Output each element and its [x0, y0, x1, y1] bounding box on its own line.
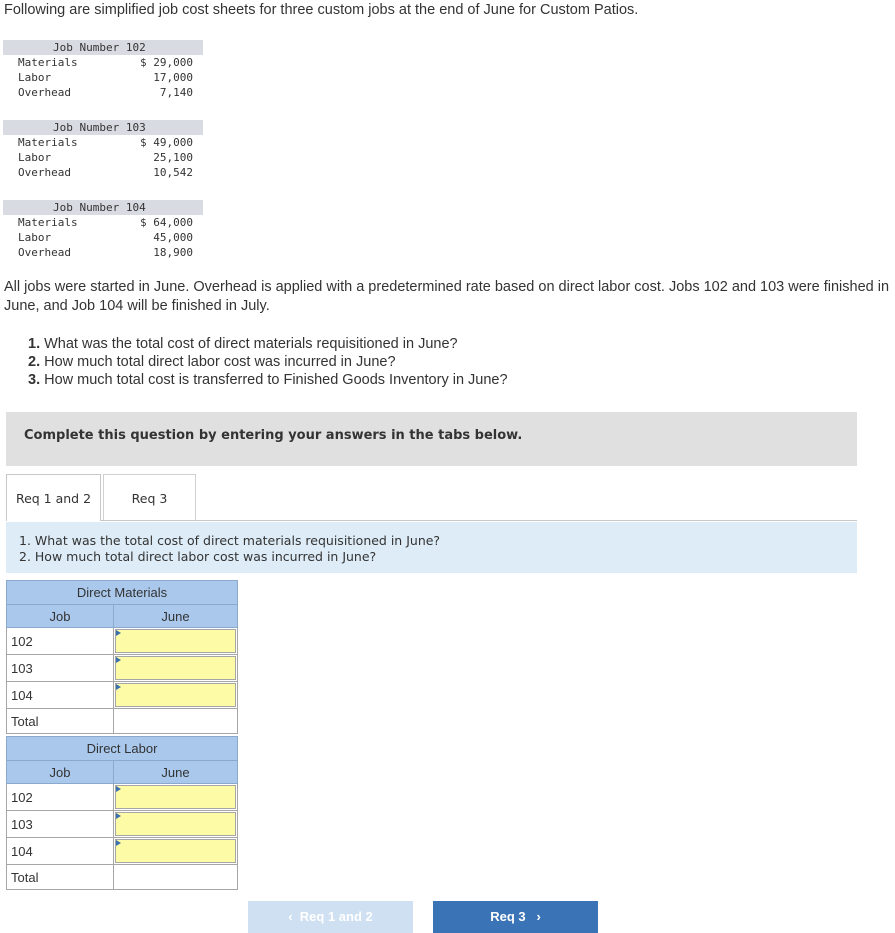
total-label: Total [7, 865, 114, 890]
labor-june-103-input[interactable] [115, 812, 236, 836]
cost-value: $ 49,000 [140, 136, 193, 149]
cost-label: Overhead [18, 86, 71, 99]
cost-label: Overhead [18, 166, 71, 179]
chevron-right-icon: › [536, 909, 541, 924]
question-item: 3. How much total cost is transferred to Finished Goods Inventory in June? [28, 372, 508, 388]
materials-june-104-input[interactable] [115, 683, 236, 707]
materials-june-102-cell [114, 628, 238, 655]
materials-june-103-cell [114, 655, 238, 682]
table-title: Direct Materials [7, 581, 238, 605]
instruction-text: Complete this question by entering your answers in the tabs below. [24, 428, 523, 443]
tab-divider [101, 520, 857, 521]
total-label: Total [7, 709, 114, 734]
direct-labor-table [6, 736, 238, 890]
question-item: 1. What was the total cost of direct materials requisitioned in June? [28, 336, 458, 352]
labor-june-103-cell [114, 811, 238, 838]
job-sheet-103 [3, 120, 203, 180]
table-title: Direct Labor [7, 737, 238, 761]
cost-value: $ 64,000 [140, 216, 193, 229]
materials-june-102-input[interactable] [115, 629, 236, 653]
materials-june-104-cell [114, 682, 238, 709]
labor-total-cell [114, 865, 238, 890]
cost-label: Labor [18, 71, 52, 84]
job-label: 104 [7, 682, 114, 709]
job-label: 103 [7, 655, 114, 682]
cost-value: $ 29,000 [140, 56, 193, 69]
direct-materials-table [6, 580, 238, 734]
tab-req-3[interactable]: Req 3 [103, 474, 196, 521]
labor-june-104-input[interactable] [115, 839, 236, 863]
job-sheet-title: Job Number 103 [3, 120, 203, 135]
column-header-job: Job [7, 761, 114, 784]
requirement-text: 1. What was the total cost of direct materials requisitioned in June? [19, 533, 441, 548]
job-label: 103 [7, 811, 114, 838]
cost-label: Materials [18, 56, 78, 69]
job-sheet-title: Job Number 104 [3, 200, 203, 215]
tab-req-1-and-2[interactable]: Req 1 and 2 [6, 474, 101, 521]
cost-label: Materials [18, 216, 78, 229]
column-header-june: June [114, 761, 238, 784]
cost-value: 7,140 [159, 86, 193, 99]
cost-value: 25,100 [153, 151, 193, 164]
next-button-label: Req 3 [490, 909, 526, 924]
question-list [28, 335, 508, 389]
cost-label: Overhead [18, 246, 71, 259]
cost-value: 45,000 [153, 231, 193, 244]
column-header-job: Job [7, 605, 114, 628]
cost-value: 18,900 [153, 246, 193, 259]
labor-june-102-input[interactable] [115, 785, 236, 809]
job-label: 102 [7, 784, 114, 811]
cost-label: Materials [18, 136, 78, 149]
column-header-june: June [114, 605, 238, 628]
materials-total-cell [114, 709, 238, 734]
problem-paragraph: All jobs were started in June. Overhead is applied with a predetermined rate based on direct labor cost. Jobs 102 and 103 were finished in June, and Job 104 will be finished in July. [4, 279, 890, 314]
requirement-text: 2. How much total direct labor cost was incurred in June? [19, 549, 377, 564]
materials-june-103-input[interactable] [115, 656, 236, 680]
prev-button-label: Req 1 and 2 [299, 909, 373, 924]
intro-text: Following are simplified job cost sheets for three custom jobs at the end of June for Custom Patios. [4, 2, 639, 18]
prev-tab-button[interactable] [248, 901, 413, 933]
job-label: 104 [7, 838, 114, 865]
cost-label: Labor [18, 231, 52, 244]
requirement-box [6, 522, 857, 573]
cost-value: 17,000 [153, 71, 193, 84]
cost-value: 10,542 [153, 166, 193, 179]
job-label: 102 [7, 628, 114, 655]
next-tab-button[interactable] [433, 901, 598, 933]
job-sheet-title: Job Number 102 [3, 40, 203, 55]
cost-label: Labor [18, 151, 52, 164]
question-item: 2. How much total direct labor cost was incurred in June? [28, 354, 396, 370]
labor-june-102-cell [114, 784, 238, 811]
job-sheet-102 [3, 40, 203, 100]
instruction-banner [6, 412, 857, 466]
job-sheet-104 [3, 200, 203, 260]
chevron-left-icon: ‹ [288, 909, 293, 924]
labor-june-104-cell [114, 838, 238, 865]
